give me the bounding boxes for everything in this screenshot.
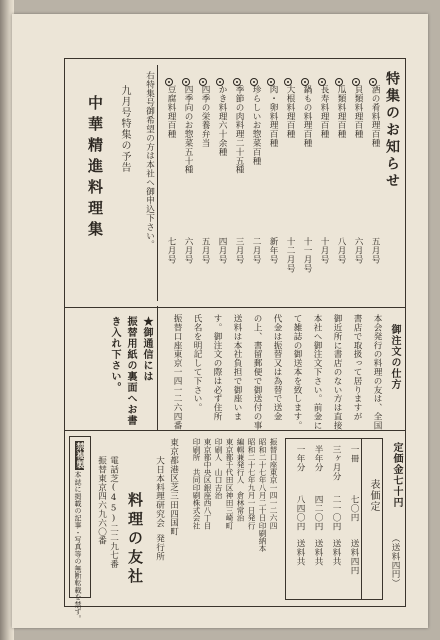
- price-row-price: 八四〇円: [295, 495, 305, 531]
- special-issue-item-name: 季節の肉料理二十五種: [234, 85, 244, 174]
- special-issue-item-name: 鍋もの料理百種: [302, 85, 312, 148]
- order-paragraph-line: す。御注文の際は必ず住所: [212, 314, 222, 421]
- order-paragraph-line: 氏名を明記して下さい。: [192, 314, 202, 412]
- price-row-period: 三ヶ月分: [331, 445, 341, 481]
- special-issue-item-name: 珍らしいお惣菜百種: [251, 85, 261, 166]
- publisher-address: 東京都港区芝三田四国町: [168, 438, 179, 536]
- special-issue-item-month: 七月号: [166, 237, 176, 264]
- price-row-period: 一冊: [349, 445, 359, 463]
- price-row-period: 半年分: [313, 445, 323, 472]
- publisher-phone: 電話芝(45)二二九七番: [108, 456, 119, 569]
- publisher-org: 大日本料理研究会: [154, 456, 165, 528]
- divider: [157, 65, 158, 301]
- price-title: 定価金七十円: [391, 442, 402, 508]
- special-issue-item-name: 肉・卵料理百種: [268, 85, 278, 148]
- divider: [361, 439, 362, 599]
- order-paragraph-line: 書店で取扱って居りますが: [352, 314, 362, 421]
- special-issue-item-name: 長寿料理百種: [319, 85, 329, 139]
- colophon-line: 昭和二十七年八月二十日印刷納本: [258, 438, 267, 552]
- colophon-line: 振替口座東京一四一二六四: [269, 438, 278, 530]
- special-issue-item-month: 二月号: [251, 237, 261, 264]
- special-issue-item-name: 四季の栄養弁当: [200, 85, 210, 148]
- colophon-line: 印刷人 山口吉治: [214, 438, 223, 499]
- special-issue-item-name: 酒の肴料理百種: [370, 85, 380, 148]
- publisher-transfer: 振替東京四六九六〇番: [96, 456, 107, 545]
- special-issue-item-month: 十一月号: [302, 237, 312, 273]
- preview-label: 九月号特集の予告: [119, 85, 130, 173]
- price-row-ship: 送料四円: [349, 539, 359, 575]
- notice-line-2: 振替用紙の裏面へお書: [125, 316, 136, 426]
- preview-title: 中華精進料理集: [86, 95, 104, 242]
- order-paragraph-line: の上、書留郵便で御送付の事: [252, 314, 262, 430]
- special-issue-item-month: 八月号: [336, 237, 346, 264]
- order-heading: 御注文の仕方: [389, 324, 400, 390]
- special-issue-item-name: 瓜類料理百種: [336, 85, 346, 139]
- price-row-price: 四二〇円: [313, 495, 323, 531]
- special-issue-item-name: 貝類料理百種: [353, 85, 363, 139]
- publisher-role: 発行所: [154, 534, 165, 561]
- notice-line-3: き入れ下さい。: [109, 316, 120, 393]
- publisher-name: 料理の友社: [126, 492, 144, 587]
- colophon-line: 編輯兼発行人 倉林常治: [236, 438, 245, 522]
- copy-warning: 本誌に掲載の記事・写真等の無断転載を禁ず。: [74, 471, 82, 623]
- special-issue-item-month: 三月号: [234, 237, 244, 264]
- special-issue-item-month: 四月号: [217, 237, 227, 264]
- order-paragraph-line: 本社へ御注文下さい。前金に: [312, 314, 322, 430]
- special-issue-item-name: 大根料理百種: [285, 85, 295, 139]
- price-title-note: （送料四円）: [390, 534, 400, 588]
- price-row-price: 二一〇円: [331, 495, 341, 531]
- special-issue-item-month: 五月号: [370, 237, 380, 264]
- order-paragraph-line: 本会発行の料理の友は、全国: [372, 314, 382, 430]
- special-issue-item-month: 五月号: [200, 237, 210, 264]
- copy-stamp: 禁複製: [74, 442, 85, 469]
- special-issue-item-name: かき料理六十余種: [217, 85, 227, 157]
- special-issue-item-name: 四季向のお惣菜五十種: [183, 85, 193, 174]
- price-row-ship: 送料共: [295, 539, 305, 566]
- colophon-line: 東京都千代田区神田三崎町: [225, 438, 234, 530]
- special-issue-title: 特集のお知らせ: [384, 71, 400, 190]
- price-row-period: 一年分: [295, 445, 305, 472]
- special-issue-item-name: 豆腐料理百種: [166, 85, 176, 139]
- order-section: [64, 306, 406, 431]
- divider: [157, 306, 158, 430]
- colophon-line: 印刷所 共同印刷株式会社: [192, 438, 201, 530]
- notice-line-1: ★御通信には: [141, 316, 152, 382]
- price-row-price: 七〇円: [349, 495, 359, 522]
- order-paragraph-line: 御近所に書店のない方は直接: [332, 314, 342, 430]
- colophon-line: 東京都中央区銀座西八丁目: [203, 438, 212, 530]
- order-paragraph-line: 代金は振替又は為替で送金: [272, 314, 282, 421]
- special-issue-item-month: 新年号: [268, 237, 278, 264]
- magazine-page: [12, 14, 428, 628]
- special-issue-box: [64, 58, 406, 308]
- special-issue-item-month: 六月号: [353, 237, 363, 264]
- price-row-ship: 送料共: [313, 539, 323, 566]
- price-row-ship: 送料共: [331, 539, 341, 566]
- order-paragraph-line: て雑誌の御送本を致します。: [292, 314, 302, 430]
- copy-warning-box: [69, 436, 91, 623]
- price-table-header: 表価定: [368, 479, 379, 512]
- price-table: [285, 438, 383, 600]
- colophon-line: 昭和二十七年九月一日発行: [247, 438, 256, 530]
- order-paragraph-line: 振替口座東京一四一二六四番: [172, 314, 182, 430]
- special-issue-item-month: 六月号: [183, 237, 193, 264]
- special-issue-note: 右特集号御希望の方は本社へ御申込下さい。: [144, 71, 155, 249]
- special-issue-item-month: 十月号: [319, 237, 329, 264]
- order-paragraph-line: 送料は本社負担で御座いま: [232, 314, 242, 421]
- colophon-section: [64, 430, 406, 623]
- special-issue-item-month: 十二月号: [285, 237, 295, 273]
